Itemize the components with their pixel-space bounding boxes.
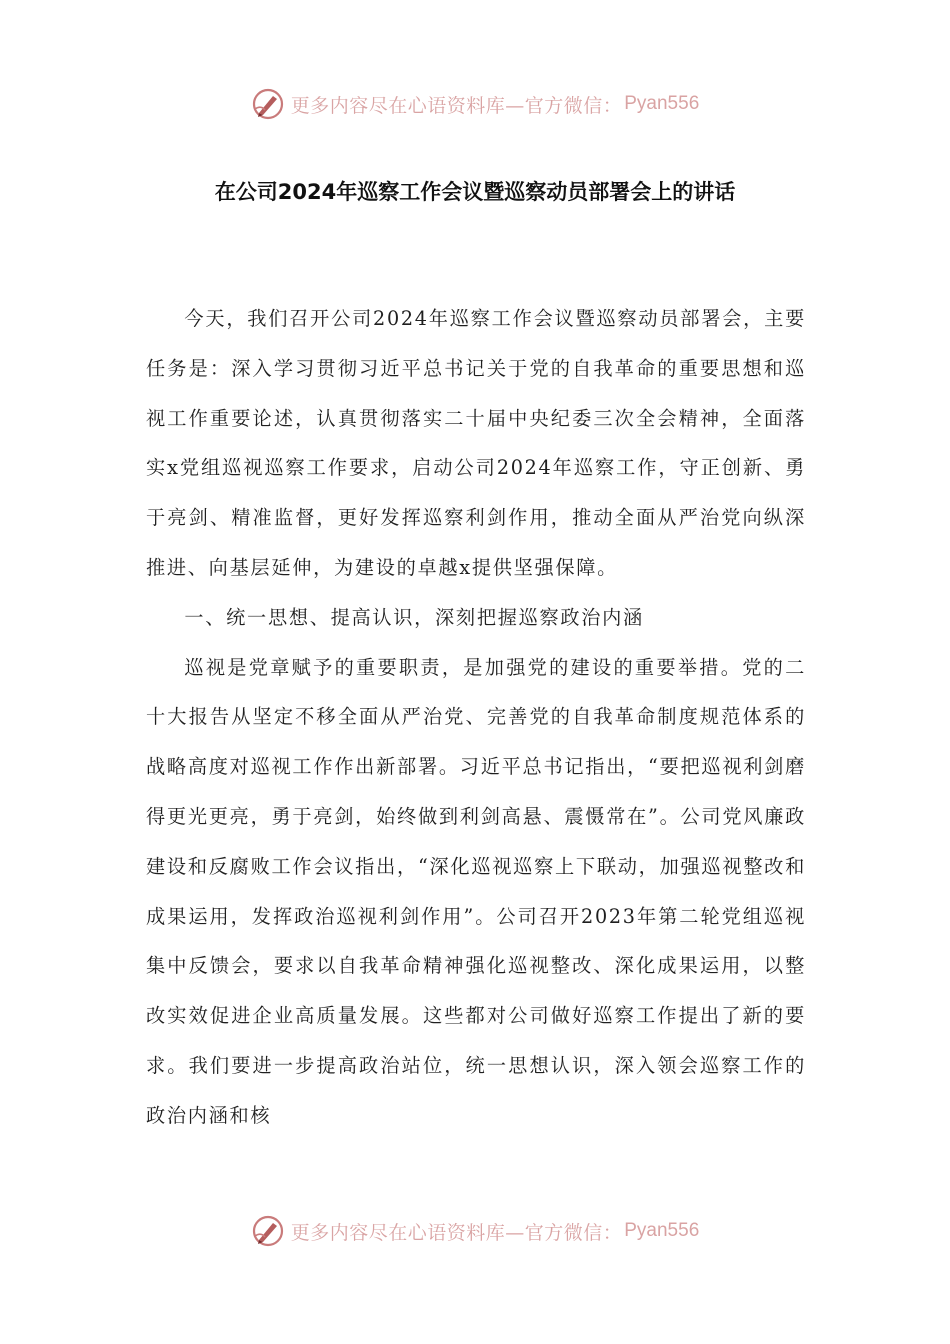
watermark-text: 更多内容尽在心语资料库—官方微信： (290, 94, 623, 117)
pen-logo-icon (251, 1214, 285, 1248)
watermark-text: 更多内容尽在心语资料库—官方微信： (290, 1221, 623, 1244)
document-title: 在公司2024年巡察工作会议暨巡察动员部署会上的讲话 (214, 180, 736, 204)
watermark-wechat-id: Pyan556 (624, 93, 700, 114)
paragraph-section-1: 巡视是党章赋予的重要职责，是加强党的建设的重要举措。党的二十大报告从坚定不移全面从严治党、完善党的自我革命制度规范体系的战略高度对巡视工作作出新部署。习近平总书记指出，“要把巡视利剑磨得更光更亮，勇于亮剑，始终做到利剑高悬、震慑常在”。公司党风廉政建设和反腐败工作会议指出，“深化巡视巡察上下联动，加强巡视整改和成果运用，发挥政治巡视利剑作用”。公司召开2023年第二轮党组巡视集中反馈会，要求以自我革命精神强化巡视整改、深化成果运用，以整改实效促进企业高质量发展。这些都对公司做好巡察工作提出了新的要求。我们要进一步提高政治站位，统一思想认识，深入领会巡察工作的政治内涵和核 (146, 655, 806, 1127)
watermark-wechat-id: Pyan556 (624, 1220, 700, 1241)
watermark-footer (0, 1211, 950, 1251)
pen-logo-icon (251, 87, 285, 121)
paragraph-intro: 今天，我们召开公司2024年巡察工作会议暨巡察动员部署会，主要任务是：深入学习贯彻习近平总书记关于党的自我革命的重要思想和巡视工作重要论述，认真贯彻落实二十届中央纪委三次全会精神，全面落实x党组巡视巡察工作要求，启动公司2024年巡察工作，守正创新、勇于亮剑、精准监督，更好发挥巡察利剑作用，推动全面从严治党向纵深推进、向基层延伸，为建设的卓越x提供坚强保障。 (146, 307, 806, 579)
document-body (146, 294, 806, 1141)
watermark-header (0, 84, 950, 124)
section-heading-1: 一、统一思想、提高认识，深刻把握巡察政治内涵 (184, 605, 644, 629)
